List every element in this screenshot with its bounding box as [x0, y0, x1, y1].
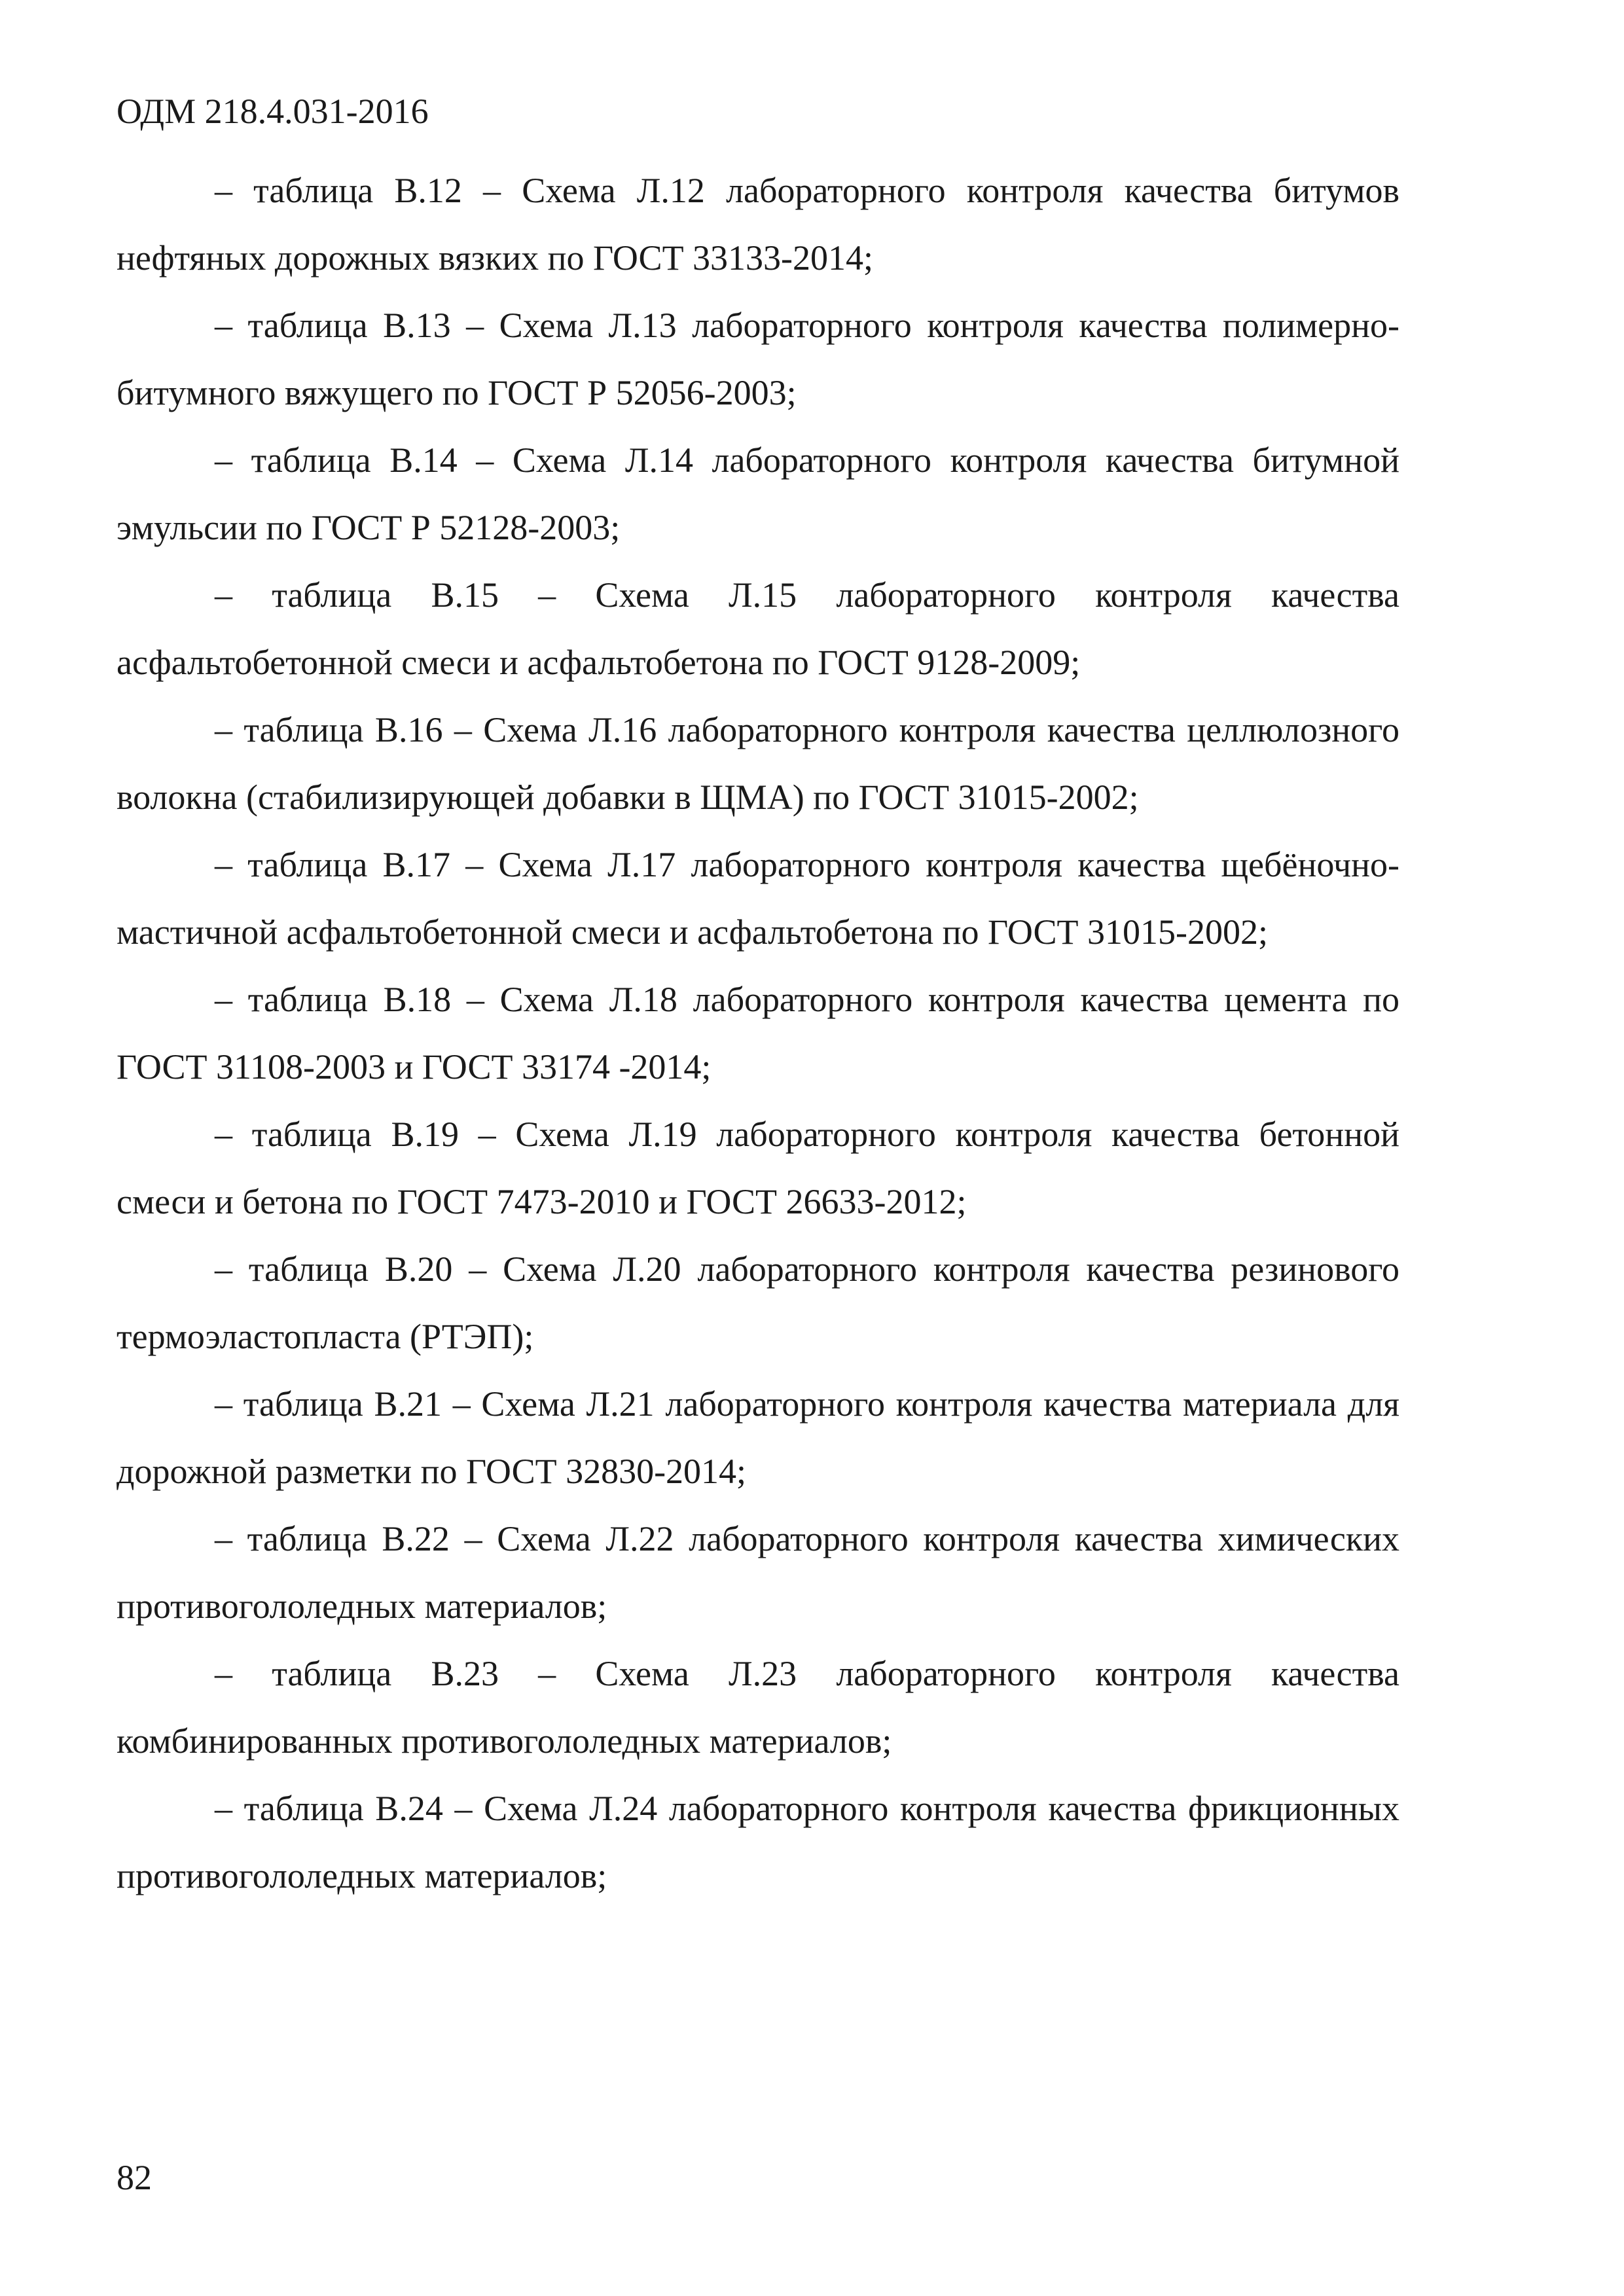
list-item: – таблица В.12 – Схема Л.12 лабораторного контроля качества битумов нефтяных дорожных вязких по ГОСТ 33133-2014; — [117, 171, 1399, 278]
list-item: – таблица В.16 – Схема Л.16 лабораторного контроля качества целлюлозного волокна (стабилизирующей добавки в ЩМА) по ГОСТ 31015-2002; — [117, 710, 1399, 817]
list-item: – таблица В.23 – Схема Л.23 лабораторного контроля качества комбинированных противогололедных материалов; — [117, 1654, 1399, 1761]
table-list — [117, 157, 1399, 1910]
list-item: – таблица В.22 – Схема Л.22 лабораторного контроля качества химических противогололедных материалов; — [117, 1519, 1399, 1626]
list-item: – таблица В.13 – Схема Л.13 лабораторного контроля качества полимерно-битумного вяжущего по ГОСТ Р 52056-2003; — [117, 306, 1399, 412]
list-item: – таблица В.19 – Схема Л.19 лабораторного контроля качества бетонной смеси и бетона по ГОСТ 7473-2010 и ГОСТ 26633-2012; — [117, 1115, 1399, 1221]
list-item: – таблица В.21 – Схема Л.21 лабораторного контроля качества материала для дорожной разметки по ГОСТ 32830-2014; — [117, 1384, 1399, 1491]
list-item: – таблица В.20 – Схема Л.20 лабораторного контроля качества резинового термоэластопласта (РТЭП); — [117, 1249, 1399, 1356]
list-item: – таблица В.24 – Схема Л.24 лабораторного контроля качества фрикционных противогололедных материалов; — [117, 1789, 1399, 1895]
list-item: – таблица В.17 – Схема Л.17 лабораторного контроля качества щебёночно-мастичной асфальтобетонной смеси и асфальтобетона по ГОСТ 31015-2002; — [117, 845, 1399, 952]
page-number: 82 — [117, 2158, 152, 2197]
list-item: – таблица В.15 – Схема Л.15 лабораторного контроля качества асфальтобетонной смеси и асфальтобетона по ГОСТ 9128-2009; — [117, 575, 1399, 682]
document-code: ОДМ 218.4.031-2016 — [117, 92, 429, 131]
list-item: – таблица В.18 – Схема Л.18 лабораторного контроля качества цемента по ГОСТ 31108-2003 и ГОСТ 33174 -2014; — [117, 980, 1399, 1086]
list-item: – таблица В.14 – Схема Л.14 лабораторного контроля качества битумной эмульсии по ГОСТ Р 52128-2003; — [117, 440, 1399, 547]
